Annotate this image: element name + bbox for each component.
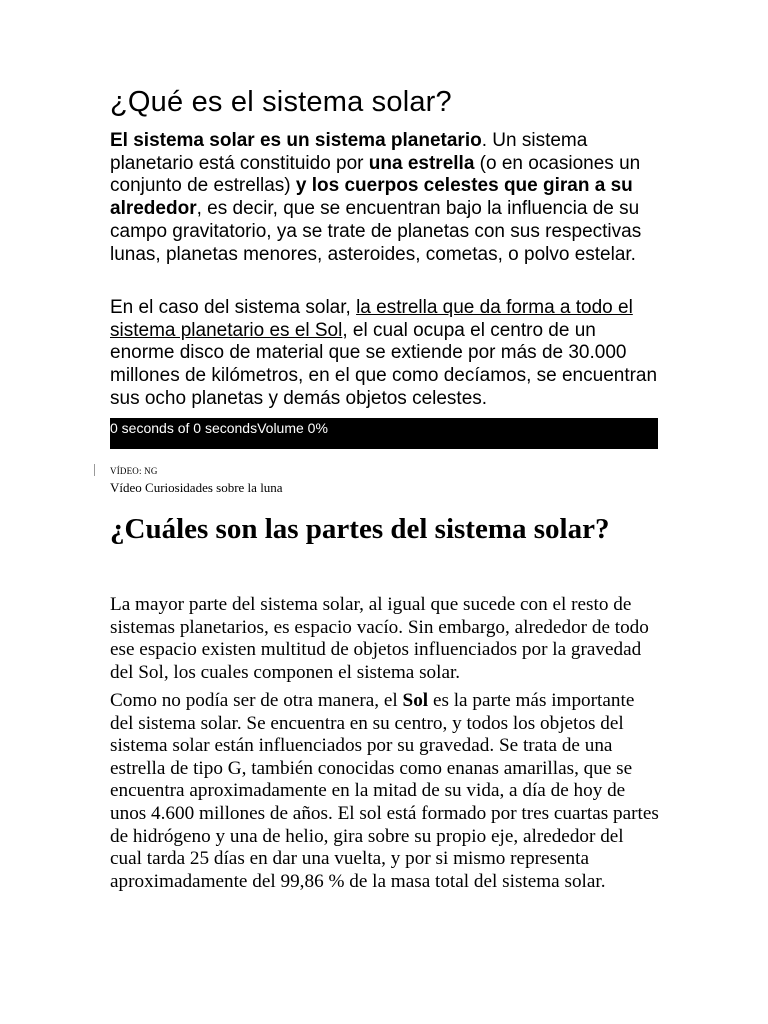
underlined-link-text[interactable]: la estrella que da forma a todo el sistema planetario es el Sol [110,297,633,341]
paragraph-definition [110,130,660,266]
video-marker-divider [94,464,95,476]
text-span: . Un sistema planetario está constituido por [110,130,588,174]
bold-text: y los cuerpos celestes que giran a su alrededor [110,175,633,220]
text-span: , es decir, que se encuentran bajo la influencia de su campo gravitatorio, ya se trate de planetas con sus respectivas lunas, planetas menores, asteroides, cometas, o polvo estelar. [110,198,642,265]
paragraph-empty-space: La mayor parte del sistema solar, al igual que sucede con el resto de sistemas planetarios, es espacio vacío. Sin embargo, alrededor de todo ese espacio existen multitud de objetos influenciados por la gravedad del Sol, los cuales componen el sistema solar. [110,594,649,683]
video-player-status: 0 seconds of 0 secondsVolume 0% [110,420,328,436]
bold-text: Sol [402,690,429,711]
text-span: , el cual ocupa el centro de un enorme disco de material que se extiende por más de 30.000 millones de kilómetros, en el que como decíamos, se encuentran sus ocho planetas y demás objetos celestes. [110,319,658,409]
video-caption: Vídeo Curiosidades sobre la luna [110,480,283,495]
section-heading-que-es: ¿Qué es el sistema solar? [110,86,452,118]
video-source-tag: VÍDEO: NG [110,466,158,476]
text-span: En el caso del sistema solar, [110,297,357,318]
paragraph-sun-description [110,690,660,893]
section-heading-partes: ¿Cuáles son las partes del sistema solar? [110,513,610,545]
text-span: es la parte más importante del sistema solar. Se encuentra en su centro, y todos los objetos del sistema solar están influenciados por su gravedad. Se trata de una estrella de tipo G, también conocidas como enanas amarillas, que se encuentra aproximadamente en la mitad de su vida, a día de hoy de unos 4.600 millones de años. El sol está formado por tres cuartas partes de hidrógeno y una de helio, gira sobre su propio eje, alrededor del cual tarda 25 días en dar una vuelta, y por si mismo representa aproximadamente del 99,86 % de la masa total del sistema solar. [110,690,659,892]
text-span: (o en ocasiones un conjunto de estrellas) [110,152,641,197]
paragraph-sun-center [110,297,660,411]
bold-text: El sistema solar es un sistema planetario [110,130,482,151]
text-span: Como no podía ser de otra manera, el [110,690,403,711]
video-player[interactable] [110,418,658,449]
bold-text: una estrella [368,152,475,174]
